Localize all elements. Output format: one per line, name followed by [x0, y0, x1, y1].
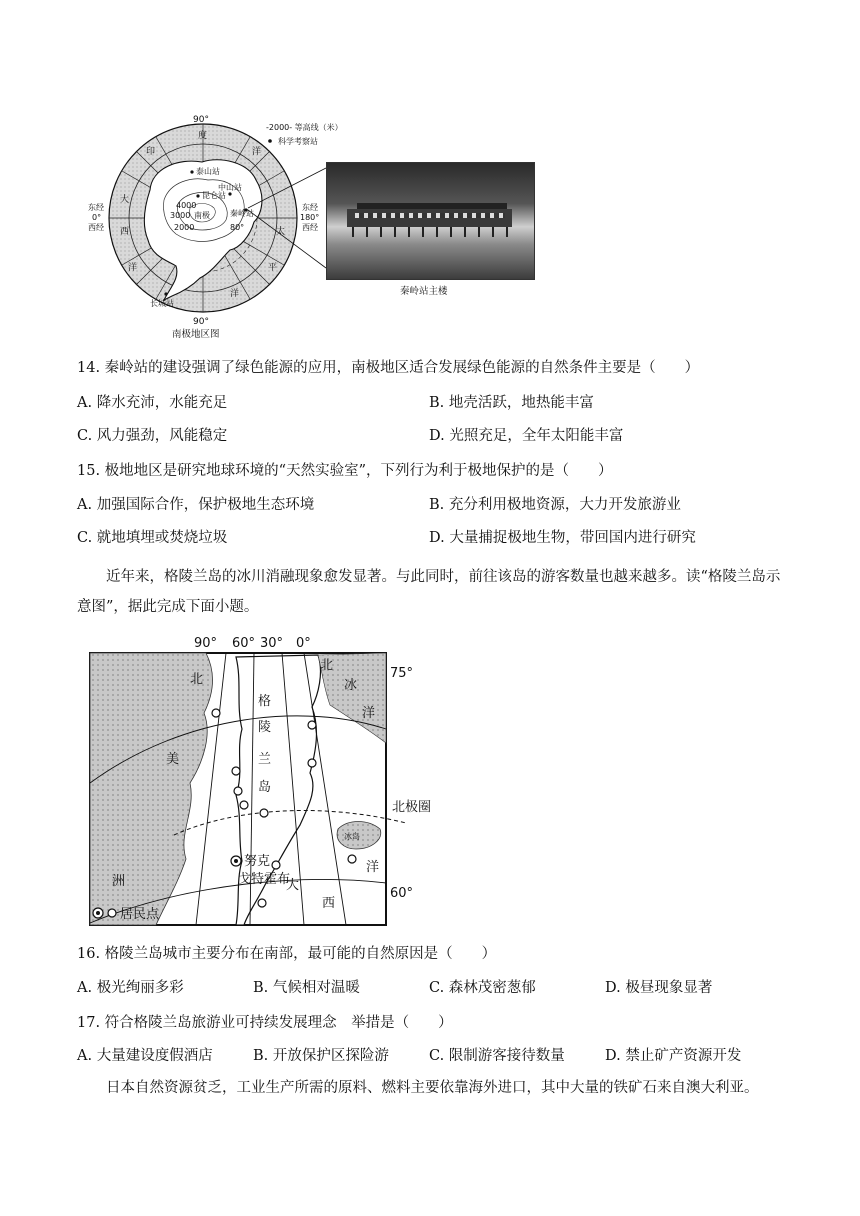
lon-label: 60° [232, 636, 256, 651]
arctic-circle-label: 北极圈 [392, 800, 432, 815]
q17-option-b: B. 开放保护区探险游 [253, 1048, 389, 1064]
ocean-char: 度 [198, 131, 208, 141]
map-zero-label: 0° [92, 213, 102, 222]
antarctic-map-caption: 南极地区图 [172, 329, 220, 340]
q15-option-c: C. 就地填埋或焚烧垃圾 [77, 530, 228, 546]
iceland-label: 冰岛 [344, 832, 360, 841]
q17-option-a: A. 大量建设度假酒店 [77, 1048, 213, 1064]
station-label: 昆仑站 [202, 191, 226, 200]
greenland-intro: 近年来，格陵兰岛的冰川消融现象愈发显著。与此同时，前往该岛的游客数量也越来越多。读“格陵兰岛示意图”，据此完成下面小题。 [77, 569, 781, 615]
greenland-char: 兰 [258, 752, 272, 767]
qinling-station-photo [326, 162, 535, 280]
q15-option-b: B. 充分利用极地资源，大力开发旅游业 [429, 497, 681, 513]
contour-label: 2000 [174, 223, 195, 232]
map-180-label: 180° [300, 213, 320, 222]
continent-char: 洲 [112, 874, 126, 889]
q15-option-a: A. 加强国际合作，保护极地生态环境 [77, 497, 315, 513]
ocean-char: 洋 [128, 263, 138, 273]
nuuk-label-2: 戈特霍布 [238, 872, 291, 887]
ocean-char: 洋 [366, 860, 380, 875]
q14-option-b: B. 地壳活跃，地热能丰富 [429, 395, 594, 411]
q16-option-d: D. 极昼现象显著 [605, 980, 713, 996]
contour-label: 3000 [170, 211, 191, 220]
greenland-char: 陵 [258, 720, 272, 735]
ocean-char: 大 [120, 195, 130, 205]
south-pole-label: 南极 [194, 211, 210, 220]
legend-label: 居民点 [120, 907, 160, 922]
q14-option-a: A. 降水充沛，水能充足 [77, 395, 228, 411]
map-east180-label: 东经 [302, 203, 318, 212]
map-east-label: 东经 [88, 203, 104, 212]
station-label: 秦岭站 [230, 209, 254, 218]
question-17-stem: 17. 符合格陵兰岛旅游业可持续发展理念 举措是（ ） [77, 1015, 453, 1031]
ocean-char: 太 [276, 227, 286, 237]
lat80-label: 80° [230, 223, 245, 232]
ocean-char: 平 [268, 263, 278, 273]
greenland-char: 岛 [258, 780, 272, 795]
map-lat-bottom: 90° [193, 317, 209, 327]
continent-char: 北 [190, 672, 204, 687]
continent-char: 美 [166, 752, 180, 767]
ocean-char: 洋 [230, 289, 240, 299]
ocean-char: 北 [320, 658, 334, 673]
nuuk-label: 努克 [244, 854, 271, 869]
lat75-label: 75° [390, 666, 414, 681]
station-label: 泰山站 [196, 167, 220, 176]
legend-settlement-icon [108, 909, 116, 917]
lat60-label: 60° [390, 886, 414, 901]
greenland-char: 格 [258, 694, 272, 709]
question-16-stem: 16. 格陵兰岛城市主要分布在南部，最可能的自然原因是（ ） [77, 946, 497, 962]
question-15-stem: 15. 极地地区是研究地球环境的“天然实验室”，下列行为利于极地保护的是（ ） [77, 463, 613, 479]
ocean-char: 西 [120, 227, 130, 237]
q15-option-d: D. 大量捕捉极地生物，带回国内进行研究 [429, 530, 696, 546]
ocean-char: 印 [146, 147, 156, 157]
lon-label: 30° [260, 636, 284, 651]
ocean-char: 洋 [362, 706, 376, 721]
station-dot-icon [268, 139, 272, 143]
station-label: 中山站 [218, 183, 242, 192]
q14-option-c: C. 风力强劲，风能稳定 [77, 428, 228, 444]
q16-option-b: B. 气候相对温暖 [253, 980, 360, 996]
q14-option-d: D. 光照充足，全年太阳能丰富 [429, 428, 624, 444]
ocean-char: 大 [286, 878, 300, 893]
lon-label: 90° [194, 636, 218, 651]
contour-label: 4000 [176, 201, 197, 210]
greenland-map [86, 633, 432, 929]
map-west180-label: 西经 [302, 223, 318, 232]
ocean-char: 洋 [252, 147, 262, 157]
map-west-label: 西经 [88, 223, 104, 232]
photo-caption: 秦岭站主楼 [400, 286, 448, 297]
ocean-char: 西 [322, 896, 336, 911]
ocean-char: 冰 [344, 678, 358, 693]
map-lat-top: 90° [193, 115, 209, 125]
legend-station: 科学考察站 [278, 137, 318, 146]
lon-label: 0° [296, 636, 311, 651]
question-14-stem: 14. 秦岭站的建设强调了绿色能源的应用，南极地区适合发展绿色能源的自然条件主要是（ ） [77, 360, 700, 376]
q17-option-c: C. 限制游客接待数量 [429, 1048, 565, 1064]
q16-option-c: C. 森林茂密葱郁 [429, 980, 536, 996]
antarctic-map [80, 110, 343, 350]
japan-intro: 日本自然资源贫乏，工业生产所需的原料、燃料主要依靠海外进口，其中大量的铁矿石来自澳大利亚。 [106, 1080, 759, 1096]
q16-option-a: A. 极光绚丽多彩 [77, 980, 184, 996]
legend-contour: -2000- 等高线（米） [266, 123, 343, 132]
station-label: 长城站 [150, 299, 174, 308]
q17-option-d: D. 禁止矿产资源开发 [605, 1048, 742, 1064]
